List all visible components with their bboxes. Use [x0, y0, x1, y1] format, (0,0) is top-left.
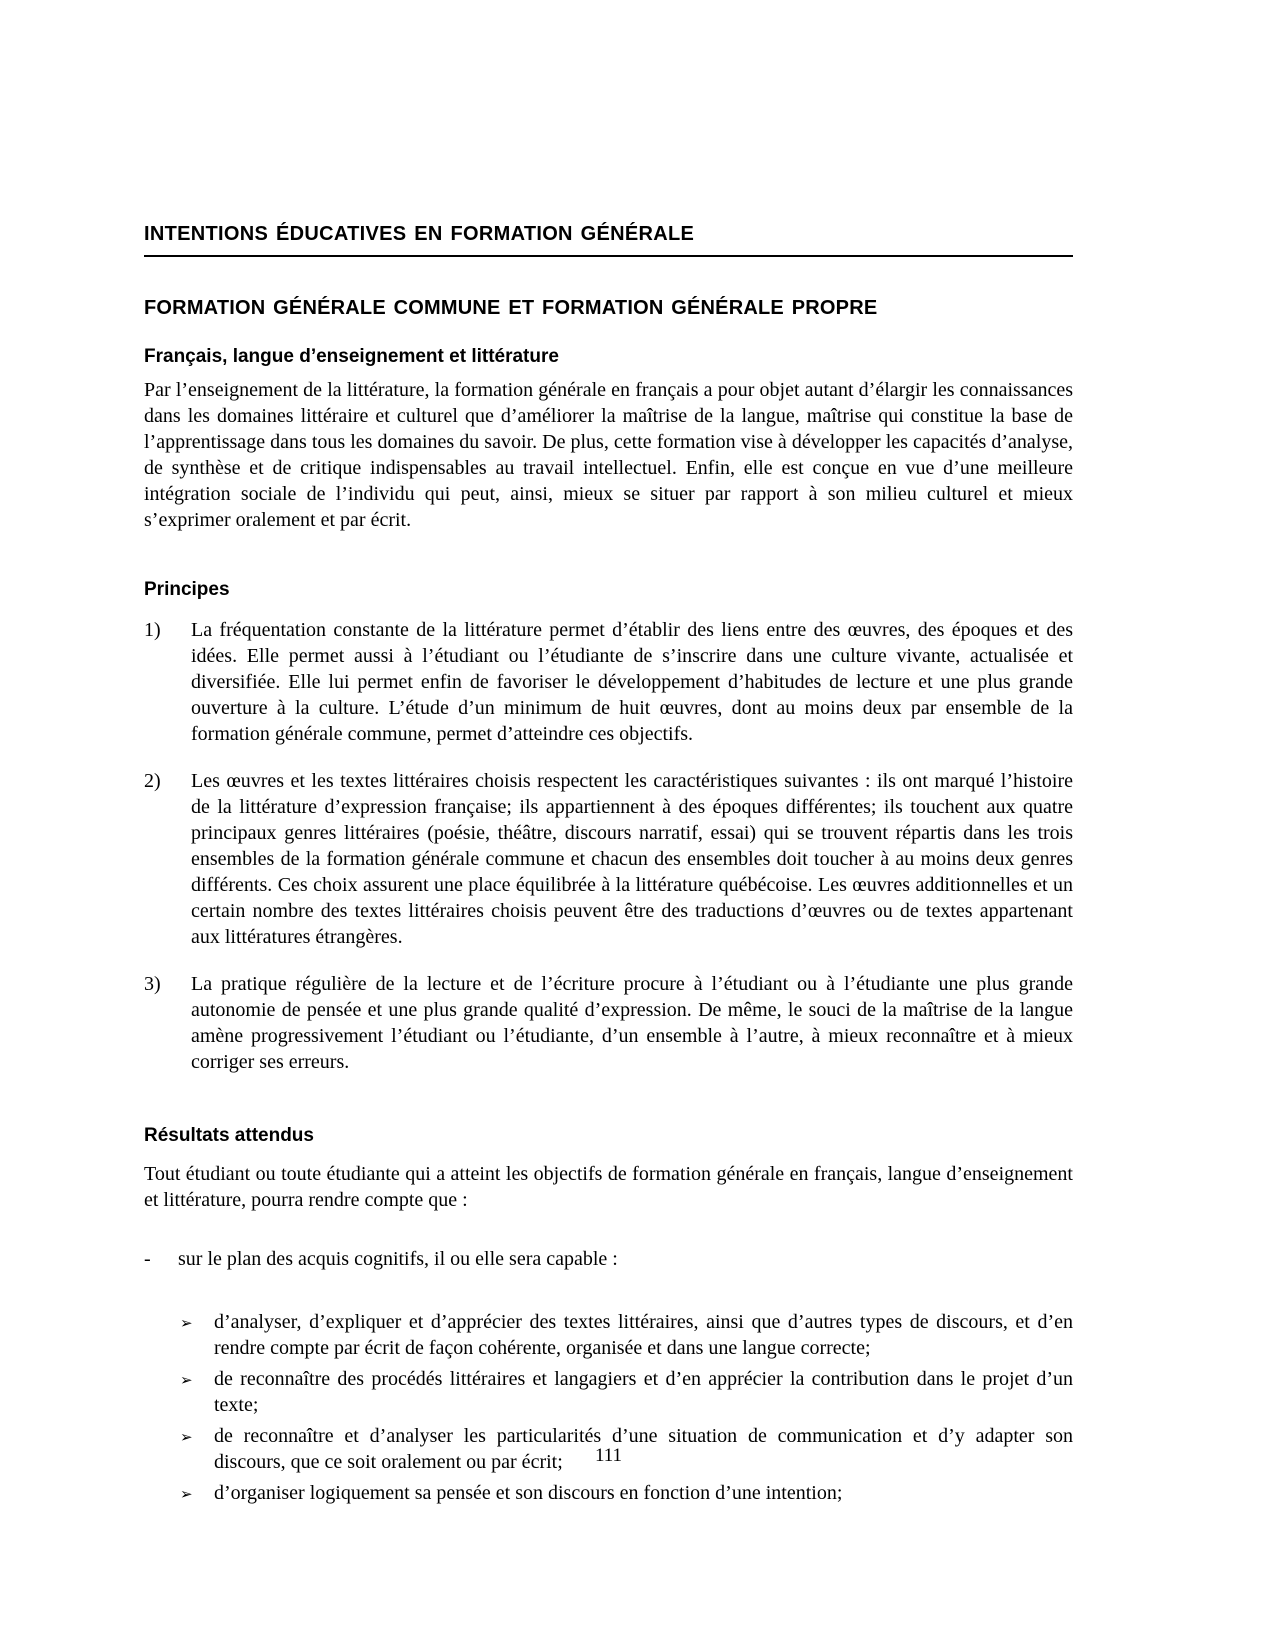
section-heading-formation-generale: FORMATION GÉNÉRALE COMMUNE ET FORMATION GÉNÉRALE PROPRE	[144, 297, 878, 319]
dash-item-acquis-cognitifs	[144, 1246, 1073, 1272]
paragraph-resultats-intro: Tout étudiant ou toute étudiante qui a atteint les objectifs de formation générale en français, langue d’enseignement et littérature, pourra rendre compte que :	[144, 1163, 1073, 1211]
principes-item-1-text: La fréquentation constante de la littérature permet d’établir des liens entre des œuvres, des époques et des idées. Elle permet aussi à l’étudiant ou l’étudiante de s’inscrire dans une culture vivante, actualisée et diversifiée. Elle lui permet enfin de favoriser le développement d’habitudes de lecture et une plus grande ouverture à la culture. L’étude d’un minimum de huit œuvres, dont au moins deux par ensemble de la formation générale commune, permet d’atteindre ces objectifs.	[191, 619, 1073, 745]
capability-item-2	[144, 1366, 1073, 1418]
document-title: INTENTIONS ÉDUCATIVES EN FORMATION GÉNÉRALE	[144, 223, 1073, 257]
principes-item-3-text: La pratique régulière de la lecture et de l’écriture procure à l’étudiant ou à l’étudiante une plus grande autonomie de pensée et une plus grande qualité d’expression. De même, le souci de la maîtrise de la langue amène progressivement l’étudiant ou l’étudiante, d’un ensemble à l’autre, à mieux reconnaître et à mieux corriger ses erreurs.	[191, 973, 1073, 1073]
capability-item-4-text: d’organiser logiquement sa pensée et son discours en fonction d’une intention;	[214, 1482, 843, 1504]
page-number: 111	[594, 1445, 623, 1466]
capability-item-1	[144, 1309, 1073, 1361]
subsection-heading-francais: Français, langue d’enseignement et littérature	[144, 346, 559, 367]
arrow-bullet-icon: ➢	[180, 1428, 193, 1446]
heading-principes: Principes	[144, 579, 230, 600]
arrow-bullet-icon: ➢	[180, 1314, 193, 1332]
capabilities-list	[144, 1309, 1073, 1506]
principes-item-1-number: 1)	[144, 619, 161, 641]
capability-item-1-text: d’analyser, d’expliquer et d’apprécier des textes littéraires, ainsi que d’autres types de discours, et d’en rendre compte par écrit de façon cohérente, organisée et dans une langue correcte;	[214, 1311, 1073, 1359]
dash-item-text: sur le plan des acquis cognitifs, il ou elle sera capable :	[178, 1248, 618, 1270]
arrow-bullet-icon: ➢	[180, 1485, 193, 1503]
capability-item-3-text: de reconnaître et d’analyser les particularités d’une situation de communication et d’y adapter son discours, que ce soit oralement ou par écrit;	[214, 1425, 1073, 1473]
capability-item-4	[144, 1480, 1073, 1506]
principes-item-1	[144, 617, 1073, 747]
heading-resultats-attendus: Résultats attendus	[144, 1125, 314, 1146]
principes-item-3-number: 3)	[144, 973, 161, 995]
principes-item-2-text: Les œuvres et les textes littéraires choisis respectent les caractéristiques suivantes : ils ont marqué l’histoire de la littérature d’expression française; ils appartiennent à des époques différentes; ils touchent aux quatre principaux genres littéraires (poésie, théâtre, discours narratif, essai) qui se trouvent répartis dans les trois ensembles de la formation générale commune et chacun des ensembles doit toucher à au moins deux genres différents. Ces choix assurent une place équilibrée à la littérature québécoise. Les œuvres additionnelles et un certain nombre des textes littéraires choisis peuvent être des traductions d’œuvres ou de textes appartenant aux littératures étrangères.	[191, 770, 1073, 948]
principes-list	[144, 617, 1073, 1075]
principes-item-2	[144, 768, 1073, 950]
paragraph-francais-intro: Par l’enseignement de la littérature, la formation générale en français a pour objet autant d’élargir les connaissances dans les domaines littéraire et culturel que d’améliorer la maîtrise de la langue, maîtrise qui constitue la base de l’apprentissage dans tous les domaines du savoir. De plus, cette formation vise à développer les capacités d’analyse, de synthèse et de critique indispensables au travail intellectuel. Enfin, elle est conçue en vue d’une meilleure intégration sociale de l’individu qui peut, ainsi, mieux se situer par rapport à son milieu culturel et mieux s’exprimer oralement et par écrit.	[144, 379, 1073, 531]
principes-item-2-number: 2)	[144, 770, 161, 792]
dash-marker: -	[144, 1248, 151, 1270]
arrow-bullet-icon: ➢	[180, 1371, 193, 1389]
principes-item-3	[144, 971, 1073, 1075]
capability-item-2-text: de reconnaître des procédés littéraires et langagiers et d’en apprécier la contribution dans le projet d’un texte;	[214, 1368, 1073, 1416]
